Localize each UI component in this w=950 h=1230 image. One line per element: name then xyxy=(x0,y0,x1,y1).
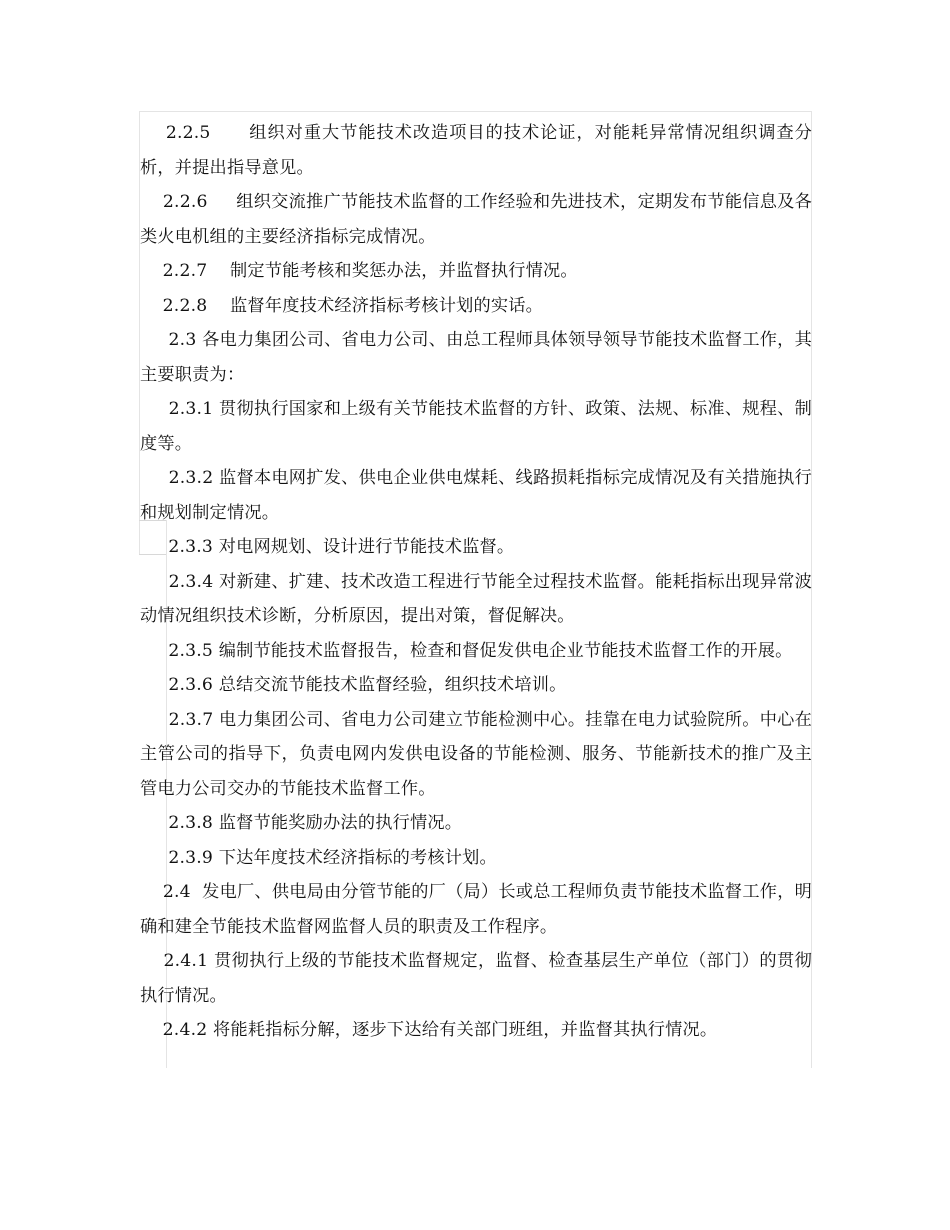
table-border-top xyxy=(139,111,812,112)
paragraph-2-3-2: 2.3.2 监督本电网扩发、供电企业供电煤耗、线路损耗指标完成情况及有关措施执行和规划制定情况。 xyxy=(140,468,812,523)
paragraph-2-4-1: 2.4.1 贯彻执行上级的节能技术监督规定，监督、检查基层生产单位（部门）的贯彻执行情况。 xyxy=(140,951,813,1006)
paragraph-2-3-9: 2.3.9 下达年度技术经济指标的考核计划。 xyxy=(140,847,497,868)
paragraph-2-2-7: 2.2.7 制定节能考核和奖惩办法，并监督执行情况。 xyxy=(140,261,578,281)
paragraph-2-4-2: 2.4.2 将能耗指标分解，逐步下达给有关部门班组，并监督其执行情况。 xyxy=(140,1020,718,1040)
paragraph-2-3-4: 2.3.4 对新建、扩建、技术改造工程进行节能全过程技术监督。能耗指标出现异常波动情况组织技术诊断，分析原因，提出对策，督促解决。 xyxy=(140,571,812,626)
paragraph-2-3-8: 2.3.8 监督节能奖励办法的执行情况。 xyxy=(140,813,463,833)
paragraph-2-2-5: 2.2.5 组织对重大节能技术改造项目的技术论证，对能耗异常情况组织调查分析，并提出指导意见。 xyxy=(140,123,813,178)
paragraph-2-3: 2.3 各电力集团公司、省电力公司、由总工程师具体领导领导节能技术监督工作，其主要职责为： xyxy=(140,330,812,385)
paragraph-2-3-6: 2.3.6 总结交流节能技术监督经验，组织技术培训。 xyxy=(140,675,567,695)
paragraph-2-4: 2.4 发电厂、供电局由分管节能的厂（局）长或总工程师负责节能技术监督工作，明确和建全节能技术监督网监督人员的职责及工作程序。 xyxy=(140,882,813,937)
paragraph-2-3-1: 2.3.1 贯彻执行国家和上级有关节能技术监督的方针、政策、法规、标准、规程、制度等。 xyxy=(140,399,812,454)
paragraph-2-3-3: 2.3.3 对电网规划、设计进行节能技术监督。 xyxy=(140,537,515,557)
paragraph-2-3-7: 2.3.7 电力集团公司、省电力公司建立节能检测中心。挂靠在电力试验院所。中心在主管公司的指导下，负责电网内发供电设备的节能检测、服务、节能新技术的推广及主管电力公司交办的节能技术监督工作。 xyxy=(140,709,812,799)
document-body xyxy=(140,116,812,1048)
paragraph-2-2-6: 2.2.6 组织交流推广节能技术监督的工作经验和先进技术，定期发布节能信息及各类火电机组的主要经济指标完成情况。 xyxy=(140,192,813,247)
paragraph-2-3-5: 2.3.5 编制节能技术监督报告，检查和督促发供电企业节能技术监督工作的开展。 xyxy=(140,640,793,661)
paragraph-2-2-8: 2.2.8 监督年度技术经济指标考核计划的实话。 xyxy=(140,295,544,316)
